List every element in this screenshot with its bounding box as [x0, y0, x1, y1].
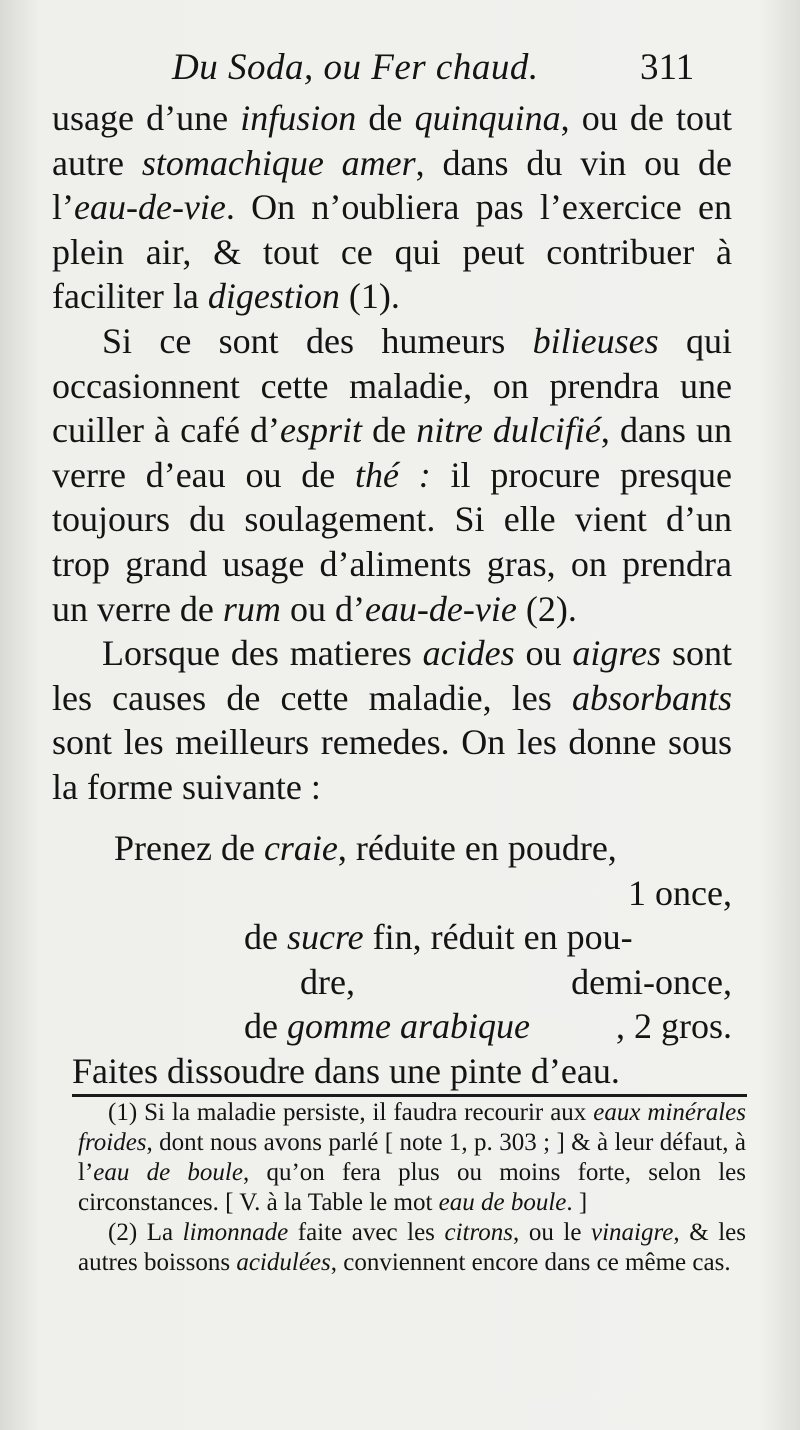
recipe-quantity: demi-once, [571, 961, 732, 1002]
recipe-text [244, 915, 633, 960]
italic-term: citrons [444, 1219, 513, 1246]
text-run: sont les causes de cette maladie, les [52, 633, 732, 718]
footnote-rule [72, 1094, 747, 1097]
italic-term: craie [263, 828, 338, 868]
text-run: ou [514, 633, 573, 674]
italic-term: vinaigre [591, 1219, 674, 1246]
italic-term: thé : [355, 454, 431, 495]
text-run: . On n’oubliera pas l’exercice en plein air, & tout ce qui peut contribuer à faciliter la [52, 187, 732, 317]
footnote-1 [78, 1098, 746, 1218]
italic-term: eaux minérales froides [78, 1099, 747, 1156]
text-run: , réduite en poudre, [337, 828, 617, 868]
italic-term: eau-de-vie [74, 187, 226, 228]
text-run: fin, réduit en pou- [363, 917, 633, 958]
text-run: qui occasionnent cette maladie, on prendra une cuiller à café d’ [52, 320, 732, 451]
italic-term: esprit [280, 410, 363, 451]
footnote-2 [78, 1218, 746, 1278]
paragraph-1 [52, 96, 732, 319]
recipe-line-5 [52, 1004, 732, 1049]
footnote-ref: (2). [516, 588, 577, 629]
italic-term: absorbants [571, 677, 732, 718]
page-number: 311 [640, 47, 695, 88]
text-run: , qu’on fera plus ou moins forte, selon les circonstances. [ V. à la Table le mot [78, 1159, 747, 1216]
text-run: Lorsque des matieres [102, 633, 423, 674]
text-run: faite avec les [288, 1219, 445, 1246]
paragraph-3 [52, 631, 732, 809]
italic-term: limonnade [182, 1219, 289, 1246]
italic-term: eau de boule [93, 1159, 243, 1186]
text-run: , ou le [513, 1219, 592, 1246]
italic-term: stomachique amer [141, 142, 416, 183]
footnote-ref: (1). [339, 276, 400, 317]
italic-term: sucre [286, 917, 364, 958]
recipe-quantity: , 2 gros. [616, 1006, 732, 1047]
footnotes [78, 1098, 746, 1278]
text-run: de [356, 98, 415, 138]
italic-term: aigres [572, 633, 662, 674]
text-run: , dans un verre d’eau ou de [52, 410, 732, 495]
text-run: de [244, 917, 287, 958]
recipe-line-2 [52, 871, 732, 916]
text-run: sont les meilleurs remedes. On les donne sous la forme suivante : [52, 722, 732, 807]
recipe-text [114, 826, 617, 871]
text-run: il procure presque toujours du soulagement. Si elle vient d’un trop grand usage d’aliments gras, on prendra un verre de [52, 454, 733, 629]
italic-term: quinquina [414, 98, 561, 138]
text-run: (1) Si la maladie persiste, il faudra recourir aux [108, 1099, 594, 1126]
text-run: , dont nous avons parlé [ note 1, p. 303 ; ] & à leur défaut, à l’ [78, 1129, 746, 1186]
text-run: de [362, 410, 417, 451]
recipe-text: dre, [300, 961, 355, 1002]
recipe-text [244, 1004, 530, 1049]
text-run: Si ce sont des humeurs [102, 320, 533, 361]
text-run: (2) La [108, 1219, 183, 1246]
recipe-line-1 [52, 826, 732, 871]
text-run: , & les autres boissons [78, 1219, 747, 1276]
italic-term: acidulées [236, 1249, 331, 1276]
italic-term: rum [222, 588, 281, 629]
italic-term: eau-de-vie [364, 588, 517, 629]
italic-term: acides [422, 633, 515, 674]
italic-term: digestion [207, 276, 340, 317]
recipe-instruction: Faites dissoudre dans une pinte d’eau. [72, 1050, 620, 1091]
italic-term: eau de boule [438, 1189, 567, 1216]
main-text [52, 96, 732, 810]
text-run: , conviennent encore dans ce même cas. [330, 1249, 731, 1276]
running-title: Du Soda, ou Fer chaud. [172, 47, 539, 88]
italic-term: bilieuses [532, 320, 659, 361]
recipe-line-6 [52, 1049, 732, 1094]
recipe-line-3 [52, 915, 732, 960]
recipe-line-4 [52, 960, 732, 1005]
text-run: de [244, 1006, 287, 1047]
recipe-quantity: 1 once, [628, 872, 732, 913]
recipe-block [52, 826, 732, 1094]
paragraph-2 [52, 319, 732, 631]
text-run: , ou de tout autre [52, 98, 733, 183]
text-run: . ] [566, 1189, 588, 1216]
italic-term: infusion [240, 98, 357, 138]
text-run: , dans du vin ou de l’ [52, 142, 732, 228]
italic-term: gomme arabique [286, 1006, 530, 1047]
text-run: ou d’ [280, 588, 365, 629]
text-run: Prenez de [114, 828, 264, 868]
italic-term: nitre dulcifié [416, 410, 601, 451]
text-run: usage d’une [52, 98, 241, 138]
